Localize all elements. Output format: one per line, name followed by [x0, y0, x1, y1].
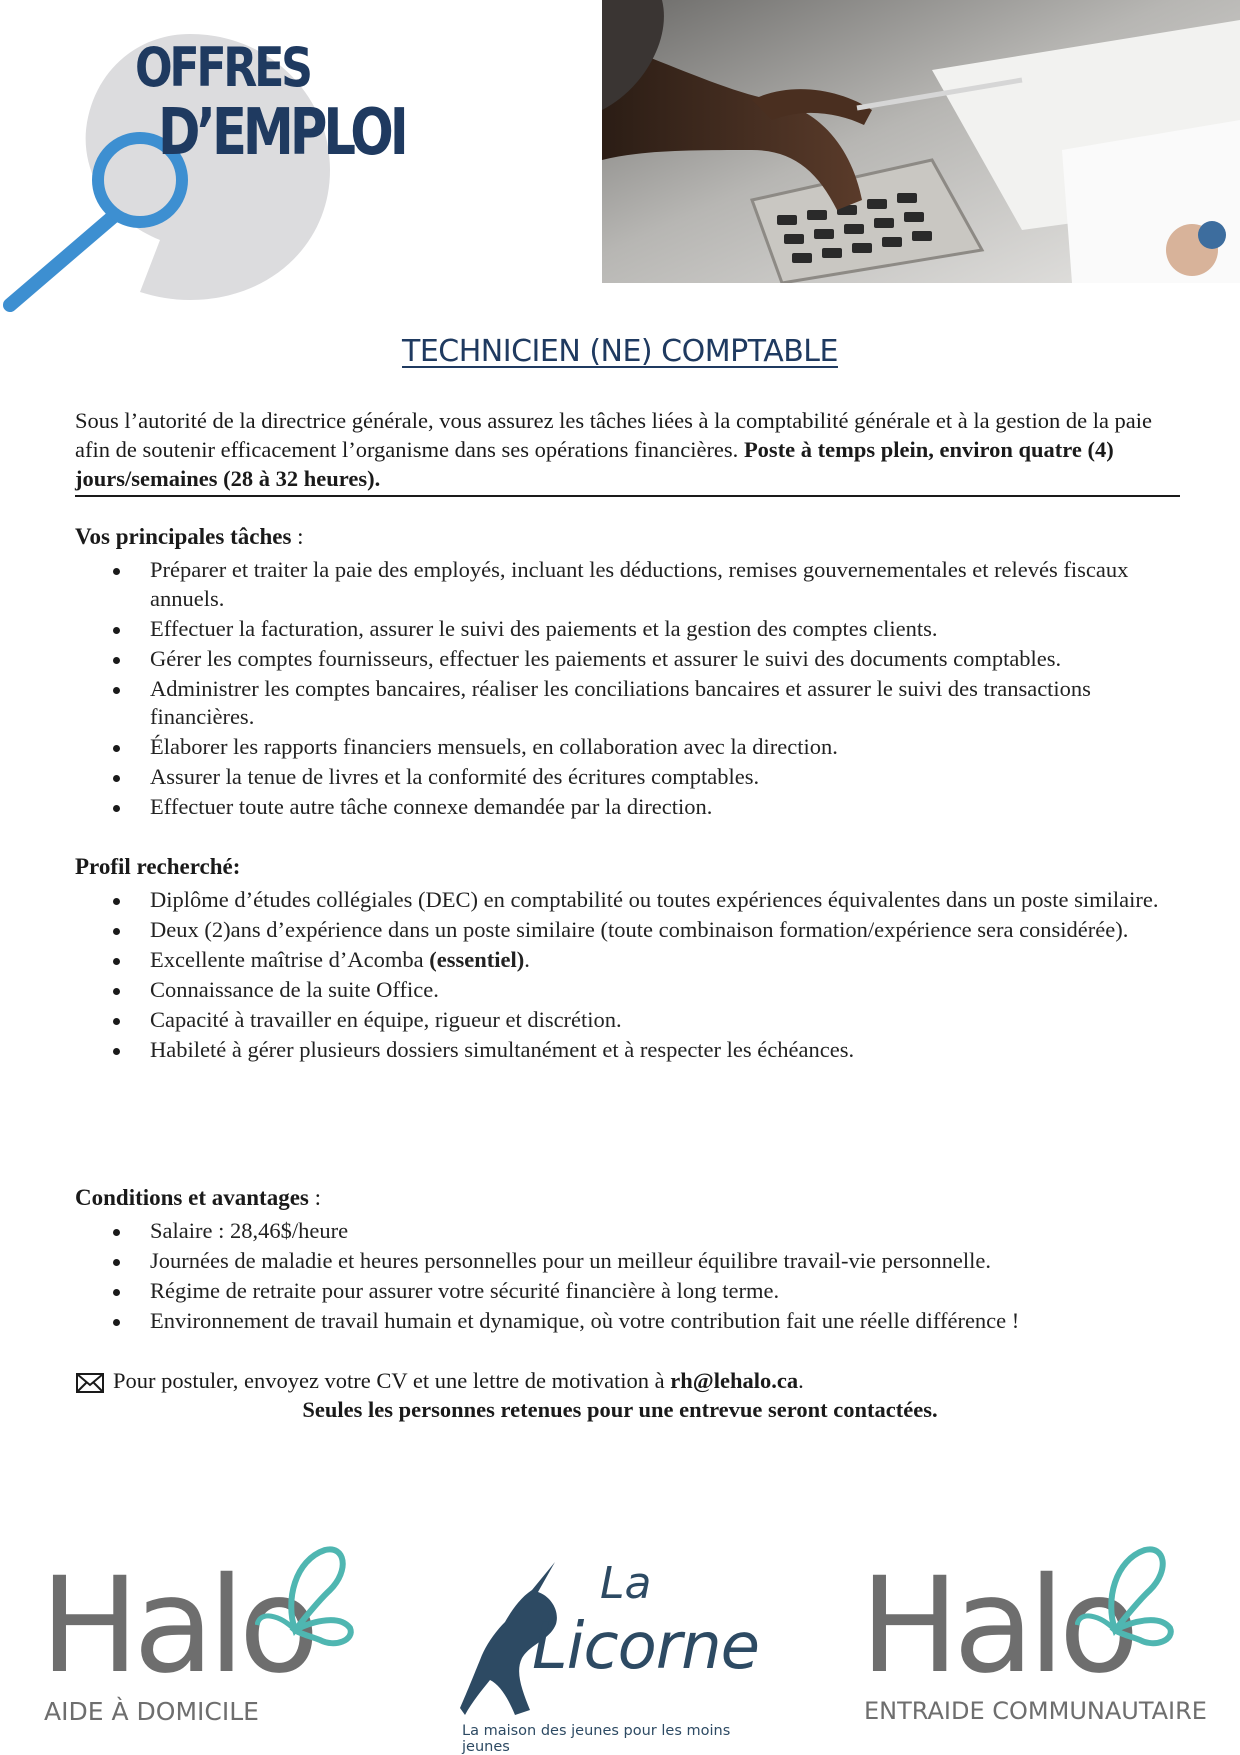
bullet-icon — [113, 988, 120, 995]
bullet-icon — [113, 1289, 120, 1296]
list-item: Préparer et traiter la paie des employés, incluant les déductions, remises gouvernementales et relevés fiscaux annuels. — [75, 556, 1180, 613]
contact-notice: Seules les personnes retenues pour une entrevue seront contactées. — [302, 1397, 938, 1422]
halo-entraide-subtitle: ENTRAIDE COMMUNAUTAIRE — [864, 1697, 1207, 1725]
halo-entraide-logo — [860, 1540, 1220, 1754]
list-item: Journées de maladie et heures personnelles pour un meilleur équilibre travail-vie personnelle. — [75, 1247, 1180, 1276]
list-item: Effectuer toute autre tâche connexe demandée par la direction. — [75, 793, 1180, 822]
bullet-icon — [113, 627, 120, 634]
section-heading: Profil recherché: — [75, 854, 241, 879]
halo-wordmark: Halo — [40, 1549, 314, 1703]
bullet-icon — [113, 775, 120, 782]
butterfly-icon — [255, 1540, 365, 1650]
list-item: Élaborer les rapports financiers mensuels, en collaboration avec la direction. — [75, 733, 1180, 762]
tasks-list — [75, 556, 1180, 822]
bullet-icon — [113, 958, 120, 965]
list-item: Connaissance de la suite Office. — [75, 976, 1180, 1005]
list-item: Assurer la tenue de livres et la conformité des écritures comptables. — [75, 763, 1180, 792]
list-item: Capacité à travailler en équipe, rigueur et discrétion. — [75, 1006, 1180, 1035]
list-item: Régime de retraite pour assurer votre sécurité financière à long terme. — [75, 1277, 1180, 1306]
bullet-icon — [113, 1319, 120, 1326]
bullet-icon — [113, 928, 120, 935]
section-profil — [75, 852, 1180, 1066]
section-conditions — [75, 1183, 1180, 1337]
section-taches — [75, 522, 1180, 823]
halo-aide-domicile-logo — [40, 1540, 360, 1754]
list-item: Salaire : 28,46$/heure — [75, 1217, 1180, 1246]
apply-line: Pour postuler, envoyez votre CV et une lettre de motivation à rh@lehalo.ca. — [75, 1366, 1180, 1402]
apply-text: Pour postuler, envoyez votre CV et une lettre de motivation à — [113, 1368, 671, 1393]
list-item: Excellente maîtrise d’Acomba (essentiel). — [75, 946, 1180, 975]
bullet-icon — [113, 568, 120, 575]
section-heading: Conditions et avantages : — [75, 1185, 321, 1210]
licorne-la: La — [600, 1558, 652, 1609]
bullet-icon — [113, 687, 120, 694]
conditions-list — [75, 1217, 1180, 1336]
licorne-wordmark: Licorne — [532, 1610, 760, 1684]
intro-text: Sous l’autorité de la directrice générale, vous assurez les tâches liées à la comptabilité générale et à la gestion de la paie afin de soutenir efficacement l’organisme dans ses opérations financières. — [75, 408, 1153, 462]
bullet-icon — [113, 1259, 120, 1266]
bullet-icon — [113, 1048, 120, 1055]
list-item: Habileté à gérer plusieurs dossiers simultanément et à respecter les échéances. — [75, 1036, 1180, 1065]
list-item: Environnement de travail humain et dynamique, où votre contribution fait une réelle différence ! — [75, 1307, 1180, 1336]
list-item: Gérer les comptes fournisseurs, effectuer les paiements et assurer le suivi des documents comptables. — [75, 645, 1180, 674]
offres-emploi-logo — [0, 0, 420, 320]
profile-list — [75, 886, 1180, 1065]
calculator-photo — [602, 0, 1240, 283]
email-link[interactable]: rh@lehalo.ca — [670, 1368, 799, 1393]
intro-bold: Poste à temps plein, environ quatre (4) jours/semaines (28 à 32 heures). — [75, 437, 1114, 491]
licorne-tagline: La maison des jeunes pour les moins jeunes — [462, 1723, 731, 1755]
bullet-icon — [113, 1018, 120, 1025]
la-licorne-logo — [450, 1540, 760, 1755]
halo-aide-subtitle: AIDE À DOMICILE — [44, 1697, 259, 1726]
logo-line1: OFFRES — [135, 36, 310, 99]
bullet-icon — [113, 805, 120, 812]
bullet-icon — [113, 745, 120, 752]
bullet-icon — [113, 898, 120, 905]
job-title: TECHNICIEN (NE) COMPTABLE — [402, 334, 838, 369]
list-item: Effectuer la facturation, assurer le suivi des paiements et la gestion des comptes clients. — [75, 615, 1180, 644]
bullet-icon — [113, 657, 120, 664]
intro-paragraph — [75, 406, 1180, 497]
butterfly-icon — [1075, 1540, 1185, 1650]
halo-wordmark: Halo — [860, 1549, 1134, 1703]
logo-line2: D’EMPLOI — [158, 96, 405, 170]
bullet-icon — [113, 1229, 120, 1236]
section-heading: Vos principales tâches : — [75, 524, 304, 549]
list-item: Diplôme d’études collégiales (DEC) en comptabilité ou toutes expériences équivalentes dans un poste similaire. — [75, 886, 1180, 915]
list-item: Administrer les comptes bancaires, réaliser les conciliations bancaires et assurer le suivi des transactions financières. — [75, 675, 1180, 732]
list-item: Deux (2)ans d’expérience dans un poste similaire (toute combinaison formation/expérience sera considérée). — [75, 916, 1180, 945]
